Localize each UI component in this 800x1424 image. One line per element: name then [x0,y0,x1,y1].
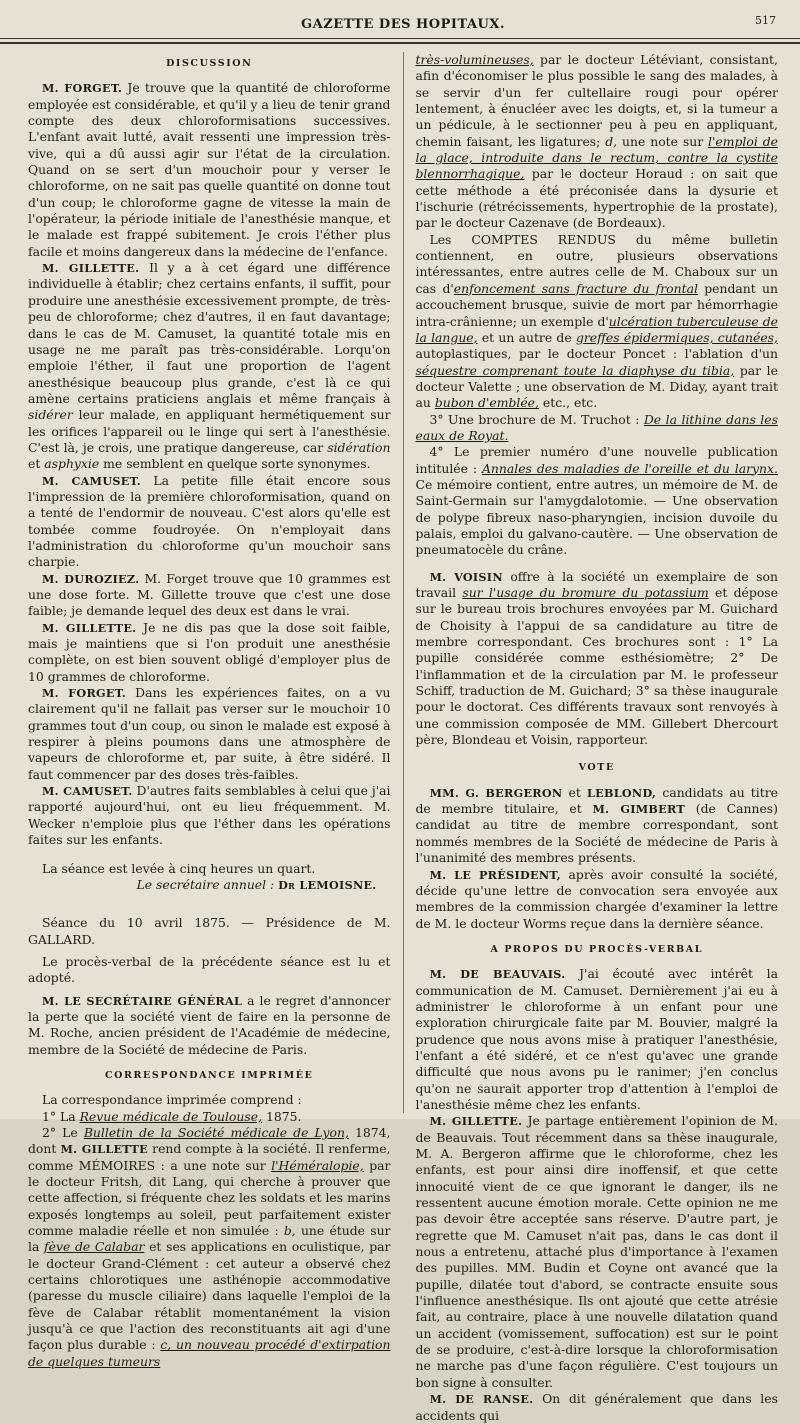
speaker: M. LE PRÉSIDENT, [429,867,561,882]
speaker: M. CAMUSET. [42,473,141,488]
paragraph: M. FORGET. Je trouve que la quantité de chloroforme employée est considérable, et qu'il y a lieu de tenir grand compte des deux chloroformisations successives. L'enfant avait lutté, avait ressenti une impression très-vive, qui a dû aussi agir sur l'état de la circulation. Quand on se sert d'un mouchoir pour y verser le chloroforme, on ne sait pas quelle quantité on donne tout d'un coup; le chloroforme gagne de vitesse la main de l'opérateur, la période initiale de l'anesthésie manque, et le malade est frappé subitement. Je crois l'éther plus facile et moins dangereux dans la médecine de l'enfance. [28,80,391,259]
paragraph: M. DE RANSE. On dit généralement que dans les accidents qui [415,1391,778,1423]
paragraph: M. GILLETTE. Il y a à cet égard une différence individuelle à établir; chez certains enfants, il suffit, pour produire une anesthésie excessivement prompte, de très-peu de chloroforme; chez d'autres, il en faut davantage; dans le cas de M. Camuset, la quantité totale mis en usage ne me paraît pas très-considérable. Lorqu'on emploie l'éther, il faut une proportion de l'agent anesthésique beaucoup plus grande, c'est là ce qui amène certains praticiens anglais et même français à sidérer leur malade, en appliquant hermétiquement sur les orifices l'appareil ou le linge qui sert à l'anesthésie. C'est là, je crois, une pratique dangereuse, car sidération et asphyxie me semblent en quelque sorte synonymes. [28,260,391,472]
header-rule-bottom [0,42,800,44]
column-divider [403,52,404,1113]
speaker: M. LE SECRÉTAIRE GÉNÉRAL [42,993,243,1008]
heading-correspondance: CORRESPONDANCE IMPRIMÉE [105,1069,314,1081]
spacer [28,893,391,915]
correspondance-item: 1° La Revue médicale de Toulouse, 1875. [42,1108,302,1124]
two-column-body [28,52,778,1423]
heading-discussion: DISCUSSION [166,58,253,69]
heading-a-propos: A PROPOS DU PROCÈS-VERBAL [490,943,704,955]
spacer [28,849,391,861]
secretary-signature: Le secrétaire annuel : Dr LEMOISNE. [136,876,377,892]
paragraph: M. GILLETTE. Je ne dis pas que la dose soit faible, mais je maintiens que si l'on produit une anesthésie complète, on est bien souvent obligé d'employer plus de 10 grammes de chloroforme. [28,619,391,684]
correspondance-item: 2° Le Bulletin de la Société médicale de Lyon, 1874, dont M. GILLETTE rend compte à la société. Il renferme, comme MÉMOIRES : a une note sur l'Héméralopie, par le docteur Fritsh, dit Lang, qui cherche à prouver que cette affection, si fréquente chez les soldats et les marins exposés longtemps au soleil, peut parfaitement exister comme maladie réelle et non simulée : b, une étude sur la fève de Calabar et ses applications en oculistique, par le docteur Grand-Clément : cet auteur a observé chez certains chlorotiques une asthénopie accommodative (paresse du muscle ciliaire) dans laquelle l'emploi de la fève de Calabar rétablit momentanément la vision jusqu'à ce que l'action des reconstituants ait agi d'une façon plus durable : c, un nouveau procédé d'extirpation de quelques tumeurs [28,1124,391,1369]
proces-verbal: Le procès-verbal de la précédente séance est lu et adopté. [28,953,391,986]
speaker: M. VOISIN [429,569,503,584]
paragraph: M. FORGET. Dans les expériences faites, on a vu clairement qu'il ne fallait pas verser sur le mouchoir 10 grammes tout d'un coup, ou sinon le malade est exposé à respirer à pleins poumons dans une atmosphère de vapeurs de chloroforme et, par suite, à être sidéré. Il faut commencer par des doses très-faibles. [28,685,391,782]
speaker: M. DE RANSE. [429,1392,534,1407]
speaker: M. DE BEAUVAIS. [429,967,566,982]
paragraph: M. DE BEAUVAIS. J'ai écouté avec intérêt la communication de M. Camuset. Dernièrement j'ai eu à administrer le chloroforme à un enfant pour une exploration chirurgicale faite par M. Bouvier, malgré la prudence que nous avons mise à pratiquer l'anesthésie, l'enfant a été sidéré, et ce n'est qu'avec une grande difficulté que nous avons pu le ranimer; j'en conclus qu'on ne saurait apporter trop d'attention à l'emploi de l'anesthésie même chez les enfants. [415,966,778,1112]
speaker: M. GILLETTE. [42,261,140,276]
paragraph: M. CAMUSET. La petite fille était encore sous l'impression de la première chloroformisation, quand on a tenté de l'endormir de nouveau. C'est alors qu'elle est tombée comme foudroyée. On n'employait dans l'administration du chloroforme qu'un mouchoir sans charpie. [28,472,391,570]
seance-date: Séance du 10 avril 1875. — Présidence de M. GALLARD. [28,915,391,947]
paragraph: M. VOISIN offre à la société un exemplaire de son travail sur l'usage du bromure du potassium et dépose sur le bureau trois brochures envoyées par M. Guichard de Choisity à l'appui de sa candidature au titre de membre correspondant. Ces brochures sont : 1° La pupille considérée comme esthésiomètre; 2° De l'inflammation et de la circulation par M. le professeur Schiff, traduction de M. Guichard; 3° sa thèse inaugurale pour le doctorat. Ces différents travaux sont renvoyés à une commission composée de MM. Gillebert Dhercourt père, Blondeau et Voisin, rapporteur. [415,568,778,748]
paragraph: M. CAMUSET. D'autres faits semblables à celui que j'ai rapporté aujourd'hui, ont eu lieu fréquemment. M. Wecker n'emploie plus que l'éther dans les opérations faites sur les enfants. [28,783,391,848]
paragraph: très-volumineuses, par le docteur Létéviant, consistant, afin d'économiser le plus possible le sang des malades, à se servir d'un fer cultellaire rougi pour opérer lentement, à énucléer avec les doigts, et, si la tumeur a un pédicule, à le sectionner peu à peu en appliquant, chemin faisant, les ligatures; d, une note sur l'emploi de la glace, introduite dans le rectum, contre la cystite blennorrhagique, par le docteur Horaud : on sait que cette méthode a été préconisée dans la dysurie et l'ischurie (rétrécissements, hypertrophie de la prostate), par le docteur Cazenave (de Bordeaux). [415,52,778,231]
right-column [415,52,778,1423]
correspondance-intro: La correspondance imprimée comprend : [42,1092,302,1108]
left-column [28,52,391,1369]
speaker: M. CAMUSET. [42,784,133,799]
speaker: M. FORGET. [42,81,123,96]
heading-vote: VOTE [578,762,615,774]
header-rule-top [0,38,800,39]
paragraph: M. GILLETTE. Je partage entièrement l'opinion de M. de Beauvais. Tout récemment dans sa thèse inaugurale, M. A. Bergeron affirme que le chloroforme, chez les enfants, est pour ainsi dire inoffensif, et que cette innocuité vient de ce que ignorant le danger, ils ne ressentent aucune émotion morale. Cette opinion ne me pas devoir être acceptée sans réserve. D'autre part, je regrette que M. Camuset n'ait pas, dans le cas dont il nous a entretenu, attaché plus d'importance à l'examen des pupilles. MM. Budin et Coyne ont avancé que la pupille, dilatée tout d'abord, se contracte ensuite sous l'influence anesthésique. Ils ont ajouté que cette atrésie fait, au contraire, place à une nouvelle dilatation quand un accident (vomissement, suffocation) est sur le point de se produire, c'est-à-dire lorsque la chloroformisation ne marche pas d'une façon régulière. C'est toujours un bon signe à consulter. [415,1113,778,1390]
paragraph: 3° Une brochure de M. Truchot : De la lithine dans les eaux de Royat. [415,411,778,443]
speaker: M. GILLETTE. [42,620,137,635]
paragraph: Les COMPTES RENDUS du même bulletin contiennent, en outre, plusieurs observations intéressantes, entre autres celle de M. Chaboux sur un cas d'enfoncement sans fracture du frontal pendant un accouchement brusque, suivie de mort par hémorrhagie intra-crânienne; un exemple d'ulcération tuberculeuse de la langue, et un autre de greffes épidermiques, cutanées, autoplastiques, par le docteur Poncet : l'ablation d'un séquestre comprenant toute la diaphyse du tibia, par le docteur Valette ; une observation de M. Diday, ayant trait au bubon d'emblée, etc., etc. [415,231,778,411]
seance-closing: La séance est levée à cinq heures un quart. [42,860,316,876]
paragraph: M. LE PRÉSIDENT, après avoir consulté la société, décide qu'une lettre de convocation sera envoyée aux membres de la commission chargée d'examiner la lettre de M. le docteur Worms reçue dans la dernière séance. [415,866,778,931]
speaker: M. GILLETTE. [429,1114,523,1129]
page-header [28,0,778,38]
journal-title: GAZETTE DES HOPITAUX. [301,17,505,32]
speaker: M. FORGET. [42,686,127,701]
speaker: M. DUROZIEZ. [42,571,140,586]
page-number: 517 [755,14,776,27]
paragraph: M. LE SECRÉTAIRE GÉNÉRAL a le regret d'annoncer la perte que la société vient de faire en la personne de M. Roche, ancien président de l'Académie de médecine, membre de la Société de médecine de Paris. [28,992,391,1057]
paragraph: 4° Le premier numéro d'une nouvelle publication intitulée : Annales des maladies de l'oreille et du larynx. Ce mémoire contient, entre autres, un mémoire de M. de Saint-Germain sur l'amygdalotomie. — Une observation de polype fibreux naso-pharyngien, incision duvoile du palais, emploi du galvano-cautère. — Une observation de pneumatocèle du crâne. [415,444,778,558]
paragraph: M. DUROZIEZ. M. Forget trouve que 10 grammes est une dose forte. M. Gillette trouve que c'est une dose faible; je demande lequel des deux est dans le vrai. [28,570,391,619]
paragraph: MM. G. BERGERON et LEBLOND, candidats au titre de membre titulaire, et M. GIMBERT (de Cannes) candidat au titre de membre correspondant, sont nommés membres de la Société de médecine de Paris à l'unanimité des membres présents. [415,784,778,866]
